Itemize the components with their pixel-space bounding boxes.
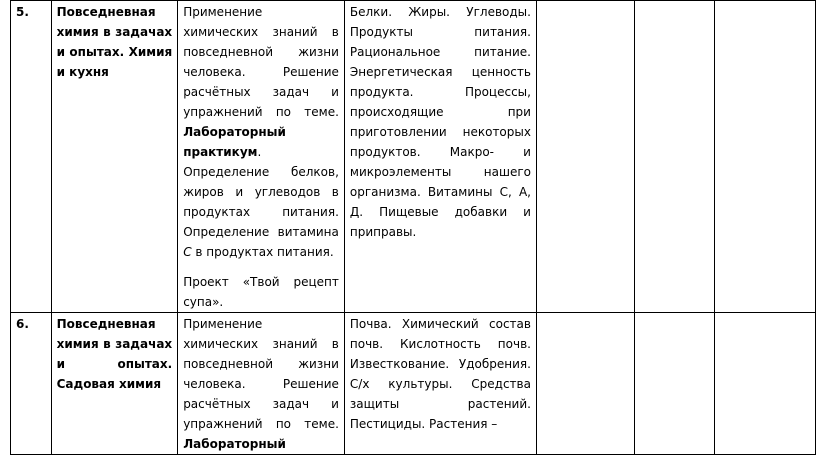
empty-cell [715, 1, 816, 313]
content-text: в продуктах питания. [191, 245, 334, 259]
project-text: Проект «Твой рецепт супа». [183, 275, 339, 309]
content-italic-text: С [183, 245, 192, 259]
empty-cell [536, 313, 634, 455]
curriculum-table [10, 0, 816, 455]
empty-cell [715, 313, 816, 455]
key-concepts: Почва. Химический состав почв. Кислотность почв. Известкование. Удобрения. С/х культуры. Средства защиты растений. Пестициды. Растения – [344, 313, 536, 455]
content-bold-text: Лабораторный [183, 437, 286, 451]
empty-cell [634, 313, 714, 455]
content-text: Применение химических знаний в повседневной жизни человека. Решение расчётных задач и упражнений по теме. [183, 5, 339, 119]
table-row [11, 313, 816, 455]
content-text: . Определение белков, жиров и углеводов в продуктах питания. Определение витамина [183, 145, 339, 239]
key-concepts: Белки. Жиры. Углеводы. Продукты питания. Рациональное питание. Энергетическая ценность продукта. Процессы, происходящие при приготовлении некоторых продуктов. Макро- и микроэлементы нашего организма. Витамины С, А, Д. Пищевые добавки и приправы. [344, 1, 536, 313]
table-row [11, 1, 816, 313]
row-number: 6. [11, 313, 52, 455]
lesson-content [178, 313, 345, 455]
content-bold-text: Лабораторный практикум [183, 125, 286, 159]
content-text: Применение химических знаний в повседневной жизни человека. Решение расчётных задач и упражнений по теме. [183, 317, 339, 431]
row-number: 5. [11, 1, 52, 313]
empty-cell [634, 1, 714, 313]
lesson-topic: Повседневная химия в задачах и опытах. Химия и кухня [51, 1, 178, 313]
lesson-topic: Повседневная химия в задачах и опытах. Садовая химия [51, 313, 178, 455]
lesson-content [178, 1, 345, 313]
empty-cell [536, 1, 634, 313]
